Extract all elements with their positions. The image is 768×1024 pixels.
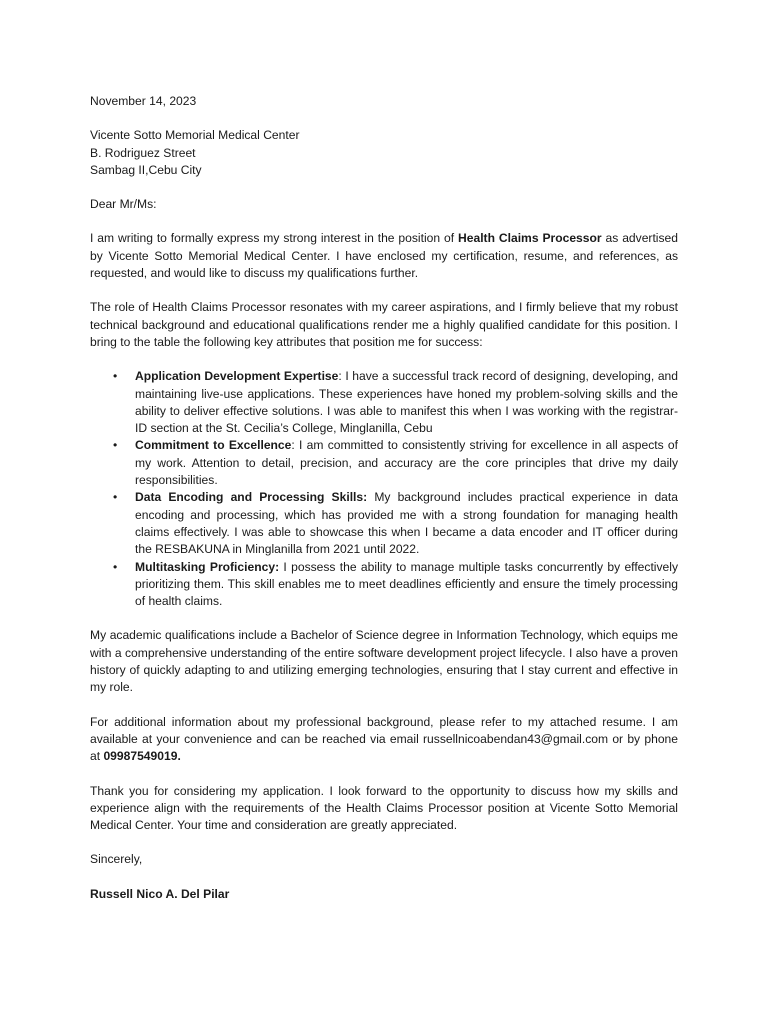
cover-letter	[90, 93, 678, 903]
attribute-title: Multitasking Proficiency:	[135, 559, 280, 574]
intro-position: Health Claims Processor	[458, 231, 602, 246]
intro-text-before: I am writing to formally express my strong interest in the position of	[90, 231, 459, 246]
signature-name: Russell Nico A. Del Pilar	[90, 886, 230, 901]
letter-date: November 14, 2023	[90, 94, 197, 108]
attribute-text: : I have a successful track record of designing, developing, and maintaining live-use applications. These experiences have honed my problem-solving skills and the ability to deliver effective solutions. I was able to manifest this when I was working with the registrar-ID section at the St. Cecilia’s College, Minglanilla, Cebu	[135, 369, 678, 436]
role-paragraph: The role of Health Claims Processor resonates with my career aspirations, and I firmly believe that my robust technical background and educational qualifications render me a highly qualified candidate for this position. I bring to the table the following key attributes that position me for success:	[90, 300, 678, 349]
attribute-title: Data Encoding and Processing Skills:	[135, 490, 368, 505]
recipient-name: Vicente Sotto Memorial Medical Center	[90, 128, 300, 143]
salutation: Dear Mr/Ms:	[90, 197, 157, 212]
attributes-list	[90, 368, 678, 610]
attribute-title: Application Development Expertise	[135, 369, 339, 384]
attribute-text: : I am committed to consistently striving for excellence in all aspects of my work. Attention to detail, precision, and accuracy are the core principles that drive my daily responsibilities.	[135, 438, 678, 488]
list-item	[135, 368, 678, 437]
recipient-address	[90, 127, 678, 179]
thanks-paragraph: Thank you for considering my application. I look forward to the opportunity to discuss how my skills and experience align with the requirements of the Health Claims Processor position at Vicente Sotto Memorial Medical Center. Your time and consideration are greatly appreciated.	[90, 783, 678, 833]
contact-paragraph	[90, 714, 678, 766]
contact-text: For additional information about my professional background, please refer to my attached resume. I am available at your convenience and can be reached via email russellnicoabendan43@gmail.com or by phone at	[90, 714, 678, 764]
attribute-title: Commitment to Excellence	[135, 438, 292, 453]
attribute-text: My background includes practical experience in data encoding and processing, which has provided me with a strong foundation for managing health claims effectively. I was able to showcase this when I became a data encoder and IT officer during the RESBAKUNA in Minglanilla from 2021 until 2022.	[135, 490, 678, 557]
recipient-city: Sambag II,Cebu City	[90, 162, 202, 177]
contact-phone: 09987549019.	[103, 749, 181, 764]
list-item	[135, 559, 678, 611]
list-item	[135, 437, 678, 489]
attribute-text: I possess the ability to manage multiple tasks concurrently by effectively prioritizing them. This skill enables me to meet deadlines efficiently and ensure the timely processing of health claims.	[135, 559, 678, 609]
list-item	[135, 489, 678, 558]
recipient-street: B. Rodriguez Street	[90, 145, 196, 160]
closing: Sincerely,	[90, 852, 143, 867]
intro-text-after: as advertised by Vicente Sotto Memorial Medical Center. I have enclosed my certification, resume, and references, as requested, and would like to discuss my qualifications further.	[90, 231, 678, 281]
academic-paragraph: My academic qualifications include a Bachelor of Science degree in Information Technology, which equips me with a comprehensive understanding of the entire software development project lifecycle. I also have a proven history of quickly adapting to and utilizing emerging technologies, ensuring that I stay current and effective in my role.	[90, 628, 678, 695]
intro-paragraph	[90, 230, 678, 282]
